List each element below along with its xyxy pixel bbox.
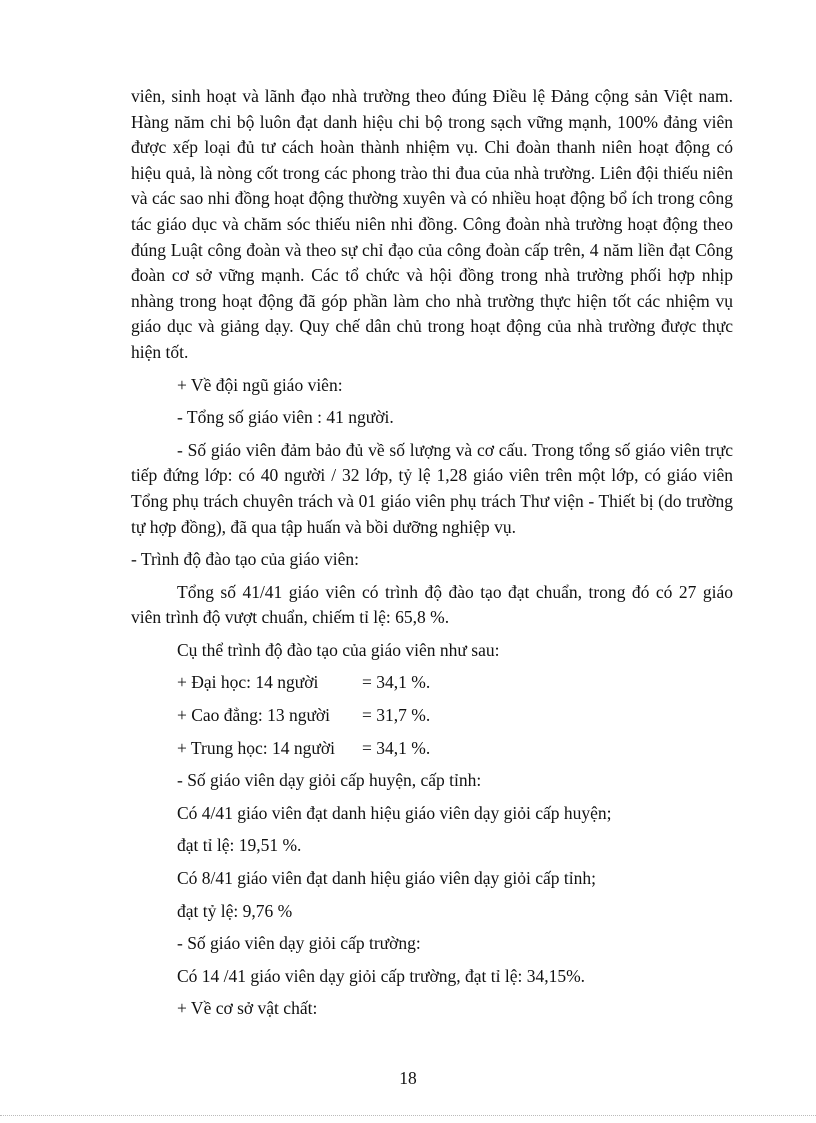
page-number: 18 bbox=[399, 1068, 417, 1088]
level-row bbox=[131, 670, 733, 696]
paragraph-party-organizations: viên, sinh hoạt và lãnh đạo nhà trường theo đúng Điều lệ Đảng cộng sản Việt nam. Hàng năm chi bộ luôn đạt danh hiệu chi bộ trong sạch vững mạnh, 100% đảng viên được xếp loại đủ tư cách hoàn thành nhiệm vụ. Chi đoàn thanh niên hoạt động có hiệu quả, là nòng cốt trong các phong trào thi đua của nhà trường. Liên đội thiếu niên và các sao nhi đồng hoạt động thường xuyên và có nhiều hoạt động bổ ích trong công tác giáo dục và chăm sóc thiếu niên nhi đồng. Công đoàn nhà trường hoạt động theo đúng Luật công đoàn và theo sự chỉ đạo của công đoàn cấp trên, 4 năm liền đạt Công đoàn cơ sở vững mạnh. Các tổ chức và hội đồng trong nhà trường phối hợp nhịp nhàng trong hoạt động đã góp phần làm cho nhà trường thực hiện tốt các nhiệm vụ giáo dục và giảng dạy. Quy chế dân chủ trong hoạt động của nhà trường được thực hiện tốt. bbox=[131, 86, 733, 362]
school-good-teachers: Có 14 /41 giáo viên dạy giỏi cấp trường, đạt tỉ lệ: 34,15%. bbox=[177, 965, 586, 986]
heading-teachers: + Về đội ngũ giáo viên: bbox=[177, 374, 343, 395]
level-label: + Đại học: 14 người bbox=[177, 672, 319, 693]
heading-facilities: + Về cơ sở vật chất: bbox=[177, 998, 318, 1019]
paragraph-quantity-structure: - Số giáo viên đảm bảo đủ về số lượng và cơ cấu. Trong tổng số giáo viên trực tiếp đứng lớp: có 40 người / 32 lớp, tỷ lệ 1,28 giáo viên trên một lớp, có giáo viên Tổng phụ trách chuyên trách và 01 giáo viên phụ trách Thư viện - Thiết bị (do trường tự hợp đồng), đã qua tập huấn và bồi dưỡng nghiệp vụ. bbox=[131, 439, 733, 537]
heading-training-level: - Trình độ đào tạo của giáo viên: bbox=[131, 549, 359, 570]
level-ratio: = 34,1 %. bbox=[362, 737, 431, 758]
level-row bbox=[131, 703, 733, 729]
level-label: + Trung học: 14 người bbox=[177, 737, 335, 758]
level-label: + Cao đẳng: 13 người bbox=[177, 705, 331, 726]
level-ratio: = 34,1 %. bbox=[362, 672, 431, 693]
level-row bbox=[131, 736, 733, 762]
level-ratio: = 31,7 %. bbox=[362, 705, 431, 726]
paragraph-training-standard: Tổng số 41/41 giáo viên có trình độ đào tạo đạt chuẩn, trong đó có 27 giáo viên trình độ vượt chuẩn, chiếm tỉ lệ: 65,8 %. bbox=[131, 581, 733, 628]
province-rate: đạt tỷ lệ: 9,76 % bbox=[177, 900, 293, 921]
district-rate: đạt tỉ lệ: 19,51 %. bbox=[177, 835, 302, 856]
province-good-teachers: Có 8/41 giáo viên đạt danh hiệu giáo viên dạy giỏi cấp tỉnh; bbox=[177, 868, 596, 889]
heading-good-teachers-district-province: - Số giáo viên dạy giỏi cấp huyện, cấp tỉnh: bbox=[177, 770, 482, 791]
heading-good-teachers-school: - Số giáo viên dạy giỏi cấp trường: bbox=[177, 933, 421, 954]
total-teachers: - Tổng số giáo viên : 41 người. bbox=[177, 407, 394, 428]
document-body bbox=[131, 84, 733, 1022]
district-good-teachers: Có 4/41 giáo viên đạt danh hiệu giáo viên dạy giỏi cấp huyện; bbox=[177, 802, 612, 823]
detail-intro: Cụ thể trình độ đào tạo của giáo viên như sau: bbox=[177, 639, 500, 660]
footer-divider bbox=[0, 1115, 816, 1116]
